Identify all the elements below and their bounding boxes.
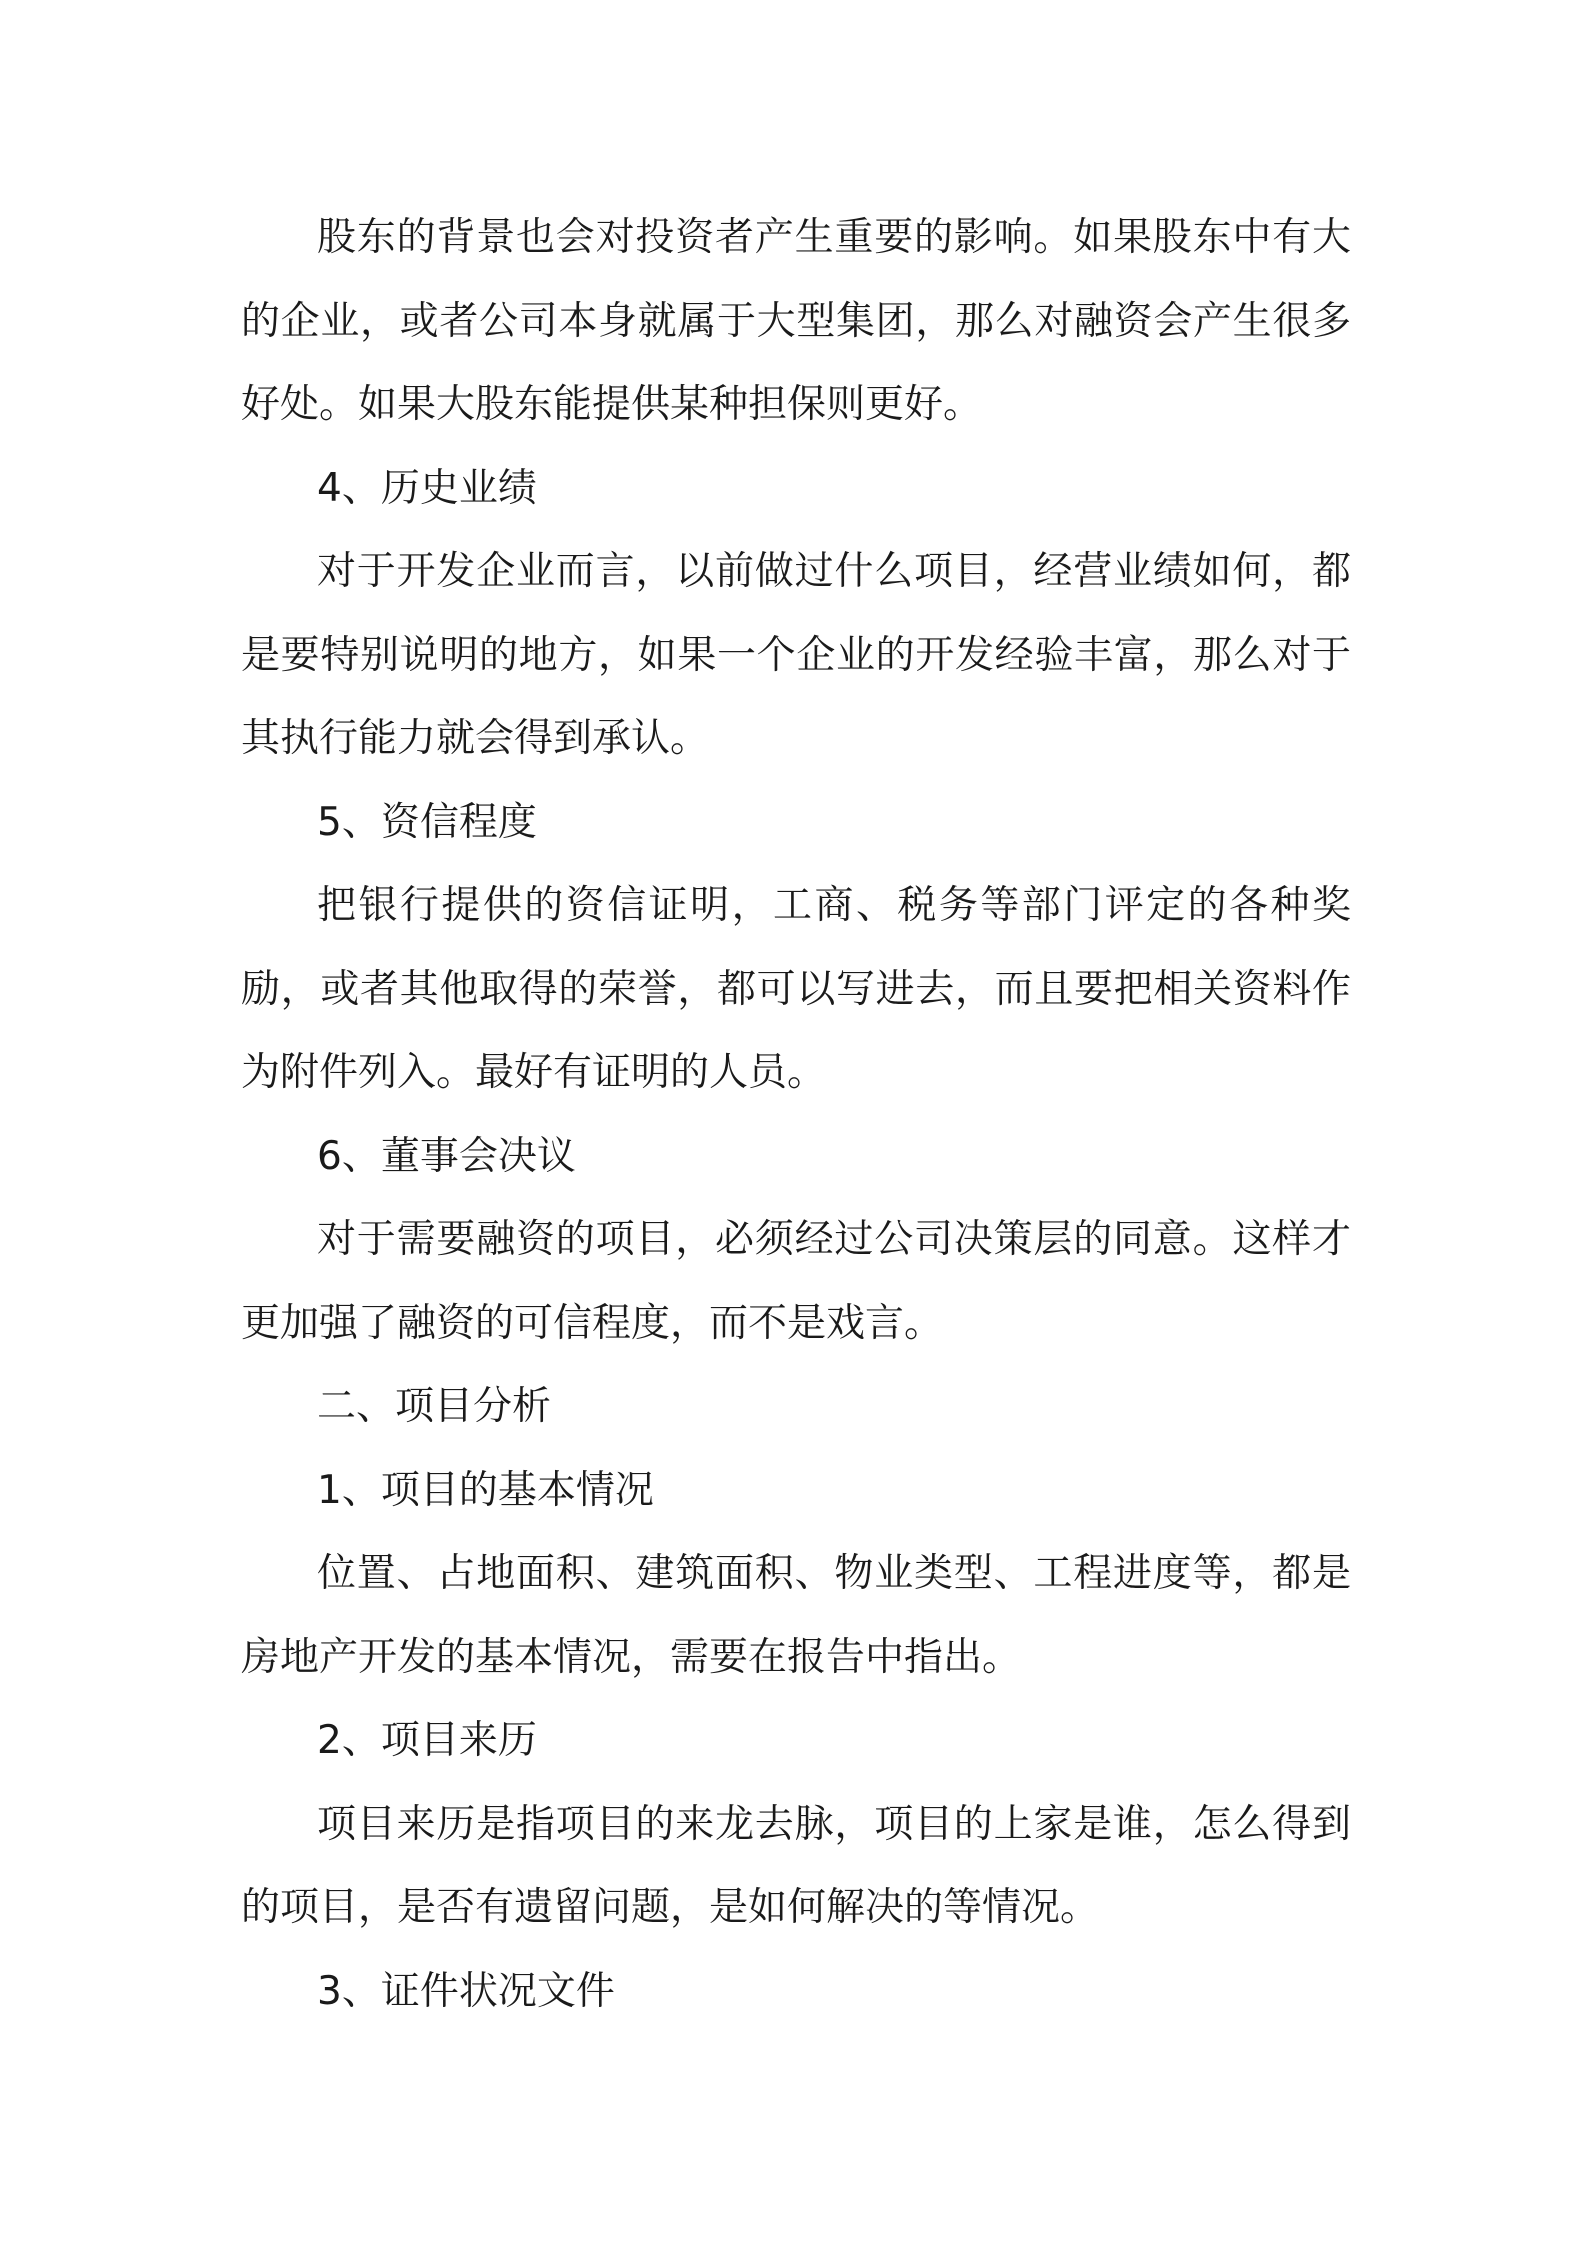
paragraph-historical-performance: 对于开发企业而言，以前做过什么项目，经营业绩如何，都是要特别说明的地方，如果一个企业的开发经验丰富，那么对于其执行能力就会得到承认。: [241, 549, 1351, 761]
paragraph-project-basics: 位置、占地面积、建筑面积、物业类型、工程进度等，都是房地产开发的基本情况，需要在报告中指出。: [241, 1551, 1351, 1680]
heading-credit-standing: 5、资信程度: [317, 799, 537, 845]
paragraph-shareholder-background: 股东的背景也会对投资者产生重要的影响。如果股东中有大的企业，或者公司本身就属于大型集团，那么对融资会产生很多好处。如果大股东能提供某种担保则更好。: [241, 215, 1351, 427]
heading-historical-performance: 4、历史业绩: [317, 465, 537, 511]
heading-board-resolution: 6、董事会决议: [317, 1133, 576, 1179]
paragraph-credit-standing: 把银行提供的资信证明，工商、税务等部门评定的各种奖励，或者其他取得的荣誉，都可以写进去，而且要把相关资料作为附件列入。最好有证明的人员。: [241, 883, 1351, 1095]
heading-project-analysis: 二、项目分析: [317, 1384, 552, 1429]
heading-project-origin: 2、项目来历: [317, 1718, 537, 1763]
paragraph-board-resolution: 对于需要融资的项目，必须经过公司决策层的同意。这样才更加强了融资的可信程度，而不是戏言。: [241, 1217, 1351, 1346]
document-body: [241, 196, 1351, 2033]
paragraph-project-origin: 项目来历是指项目的来龙去脉，项目的上家是谁，怎么得到的项目，是否有遗留问题，是如何解决的等情况。: [241, 1801, 1351, 1930]
heading-project-basics: 1、项目的基本情况: [317, 1467, 654, 1513]
heading-certificate-status: 3、证件状况文件: [317, 1968, 615, 2014]
